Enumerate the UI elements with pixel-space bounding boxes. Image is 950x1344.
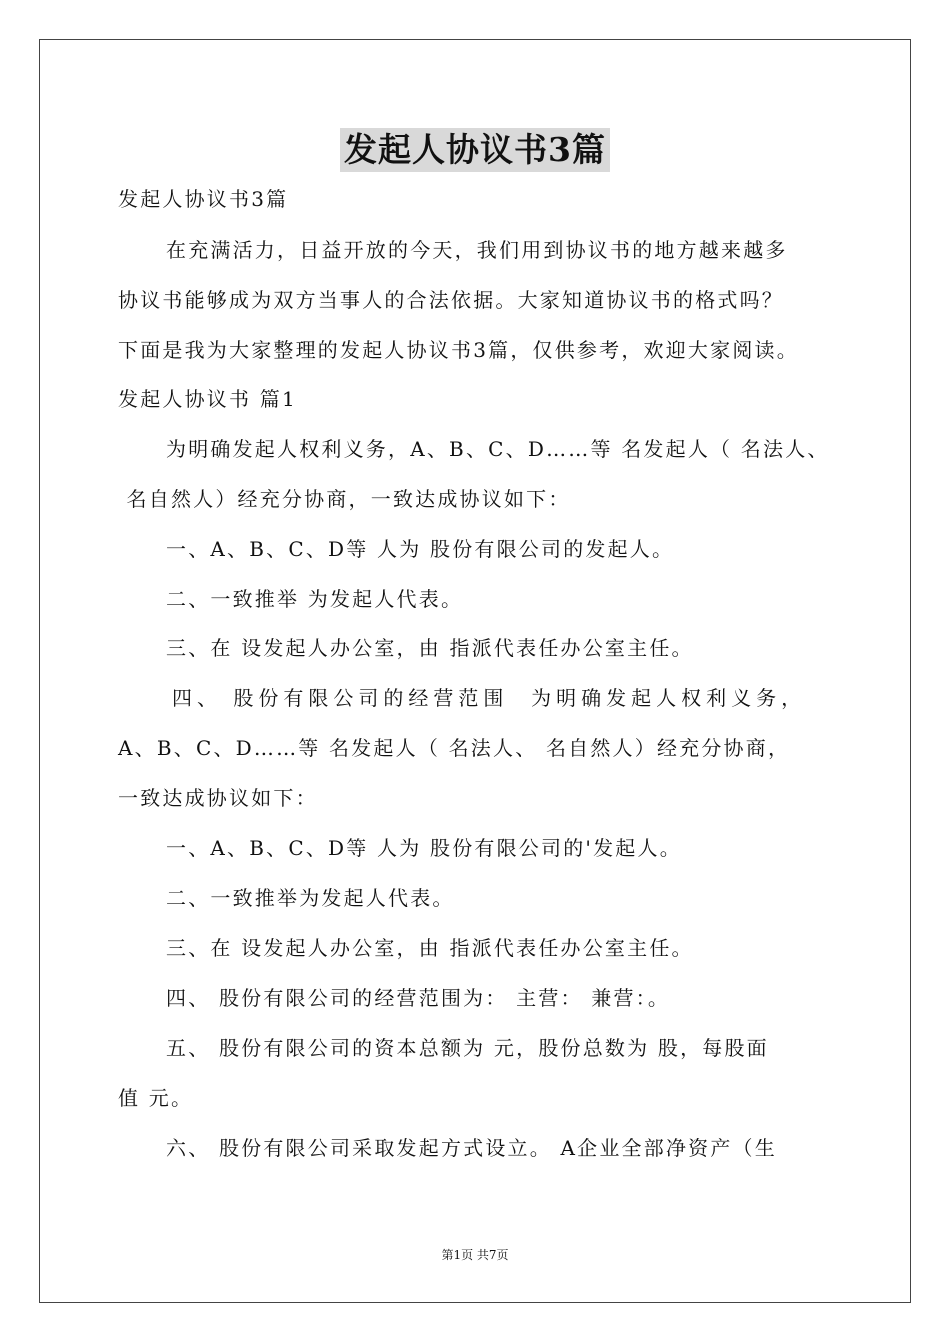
- clause-line: 一、A、B、C、D等 人为 股份有限公司的'发起人。: [166, 836, 682, 860]
- paragraph-line: 一致达成协议如下：: [118, 786, 318, 810]
- clause-line: 四、 股份有限公司的经营范围 为明确发起人权利义务，: [172, 686, 807, 710]
- title-container: [0, 128, 950, 172]
- paragraph-line: 名自然人）经充分协商，一致达成协议如下：: [118, 487, 571, 511]
- paragraph-line: 为明确发起人权利义务，A、B、C、D……等 名发起人（ 名法人、: [166, 437, 830, 461]
- paragraph-line: 值 元。: [118, 1086, 194, 1110]
- paragraph-line: 在充满活力，日益开放的今天，我们用到协议书的地方越来越多: [166, 238, 788, 262]
- clause-line: 六、 股份有限公司采取发起方式设立。 A企业全部净资产（生: [166, 1136, 777, 1160]
- paragraph-line: A、B、C、D……等 名发起人（ 名法人、 名自然人）经充分协商，: [118, 736, 791, 760]
- document-title: 发起人协议书3篇: [340, 128, 610, 172]
- clause-line: 二、一致推举 为发起人代表。: [166, 587, 464, 611]
- subtitle-line: 发起人协议书3篇: [118, 187, 289, 211]
- clause-line: 一、A、B、C、D等 人为 股份有限公司的发起人。: [166, 537, 675, 561]
- clause-line: 三、在 设发起人办公室，由 指派代表任办公室主任。: [166, 636, 694, 660]
- paragraph-line: 协议书能够成为双方当事人的合法依据。大家知道协议书的格式吗？: [118, 288, 784, 312]
- clause-line: 四、 股份有限公司的经营范围为： 主营： 兼营：。: [166, 986, 671, 1010]
- clause-line: 二、一致推举为发起人代表。: [166, 886, 455, 910]
- clause-line: 三、在 设发起人办公室，由 指派代表任办公室主任。: [166, 936, 694, 960]
- clause-line: 五、 股份有限公司的资本总额为 元，股份总数为 股，每股面: [166, 1036, 769, 1060]
- paragraph-line: 下面是我为大家整理的发起人协议书3篇，仅供参考，欢迎大家阅读。: [118, 338, 799, 362]
- section-heading: 发起人协议书 篇1: [118, 387, 297, 411]
- page-footer: 第1页 共7页: [441, 1248, 509, 1262]
- page-border: [39, 39, 911, 1303]
